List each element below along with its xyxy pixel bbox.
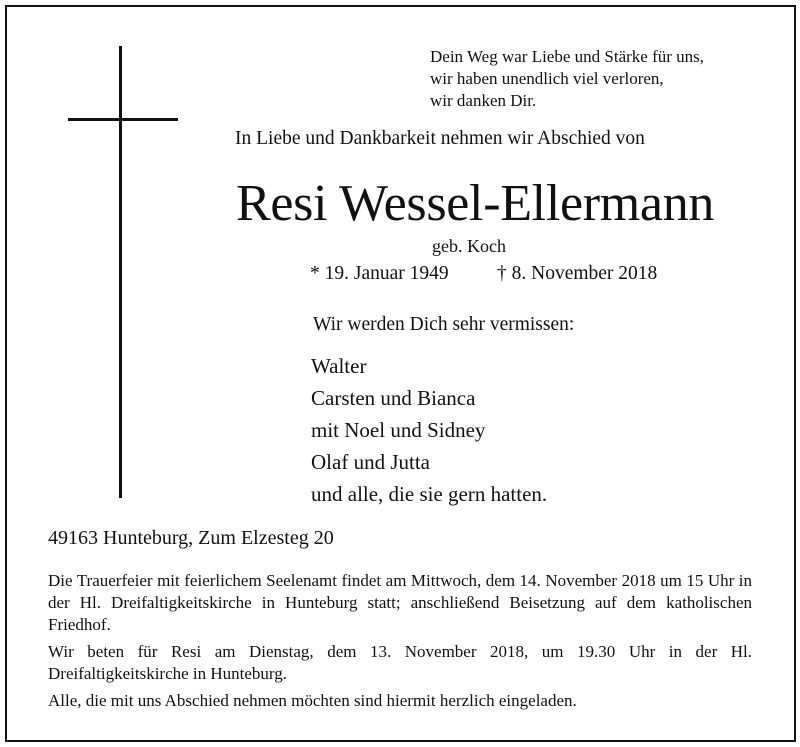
maiden-name: geb. Koch [432, 236, 506, 256]
death-date: † 8. November 2018 [497, 263, 658, 284]
poem [430, 46, 704, 112]
poem-line: wir haben unendlich viel verloren, [430, 69, 664, 88]
deceased-name: Resi Wessel-Ellermann [236, 175, 715, 232]
prayer-note: Wir beten für Resi am Dienstag, dem 13. November 2018, um 19.30 Uhr in der Hl. Dreifaltigkeitskirche in Hunteburg. [48, 642, 752, 683]
mourners-list [311, 350, 547, 510]
mourner: mit Noel und Sidney [311, 418, 486, 442]
address: 49163 Hunteburg, Zum Elzesteg 20 [48, 527, 334, 549]
poem-line: wir danken Dir. [430, 91, 537, 110]
poem-line: Dein Weg war Liebe und Stärke für uns, [430, 47, 705, 66]
funeral-note: Die Trauerfeier mit feierlichem Seelenamt findet am Mittwoch, dem 14. November 2018 um 15 Uhr in der Hl. Dreifaltigkeitskirche in Hunteburg statt; anschließend Beisetzung auf dem katholischen Friedhof. [48, 571, 752, 634]
mourner: und alle, die sie gern hatten. [311, 482, 548, 506]
invitation-note: Alle, die mit uns Abschied nehmen möchten sind hiermit herzlich eingeladen. [48, 691, 577, 710]
service-notes [48, 570, 752, 717]
mourner: Olaf und Jutta [311, 450, 430, 474]
intro-text: In Liebe und Dankbarkeit nehmen wir Abschied von [235, 128, 645, 149]
cross-icon [119, 46, 122, 498]
cross-icon-bar [68, 118, 178, 121]
mourner: Carsten und Bianca [311, 386, 476, 410]
miss-text: Wir werden Dich sehr vermissen: [313, 314, 575, 335]
mourner: Walter [311, 354, 367, 378]
birth-date: * 19. Januar 1949 [310, 263, 449, 284]
